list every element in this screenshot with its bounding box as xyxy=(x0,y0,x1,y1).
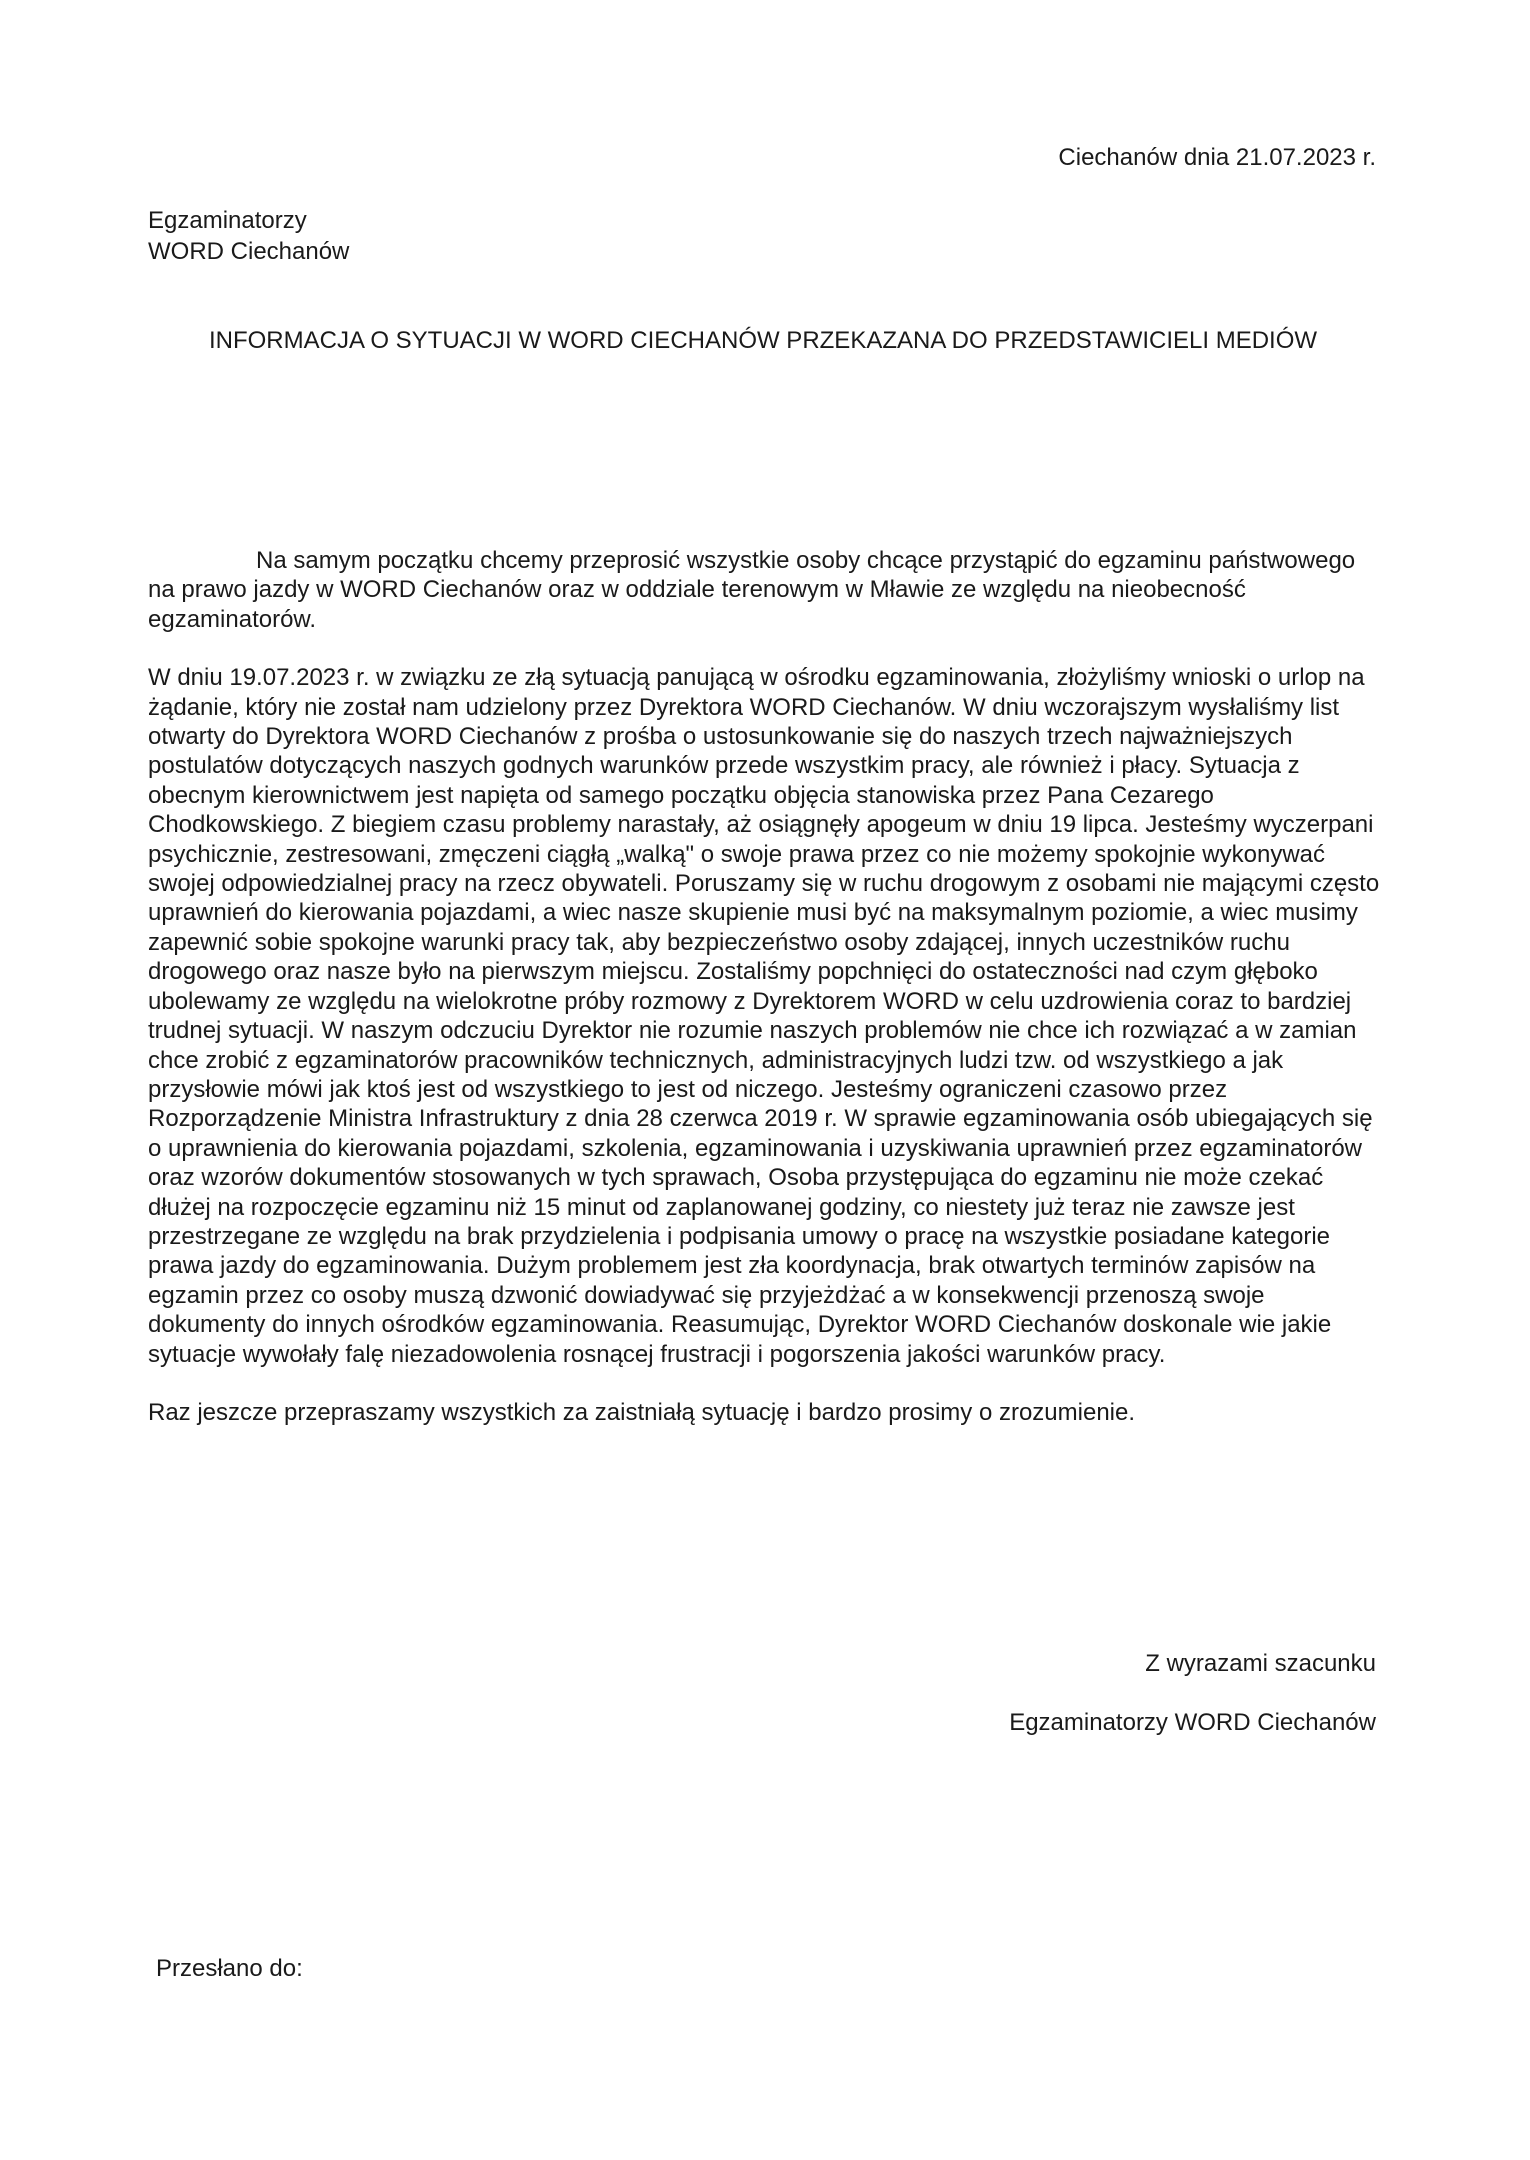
sent-to-label: Przesłano do: xyxy=(156,1955,303,1982)
sender-block xyxy=(148,205,349,267)
signature: Egzaminatorzy WORD Ciechanów xyxy=(1009,1709,1376,1736)
sender-line-2: WORD Ciechanów xyxy=(148,238,350,265)
sender-line-1: Egzaminatorzy xyxy=(148,207,307,234)
letter-body xyxy=(148,546,1380,1456)
place-date: Ciechanów dnia 21.07.2023 r. xyxy=(1058,144,1376,171)
closing-salutation: Z wyrazami szacunku xyxy=(1145,1650,1376,1677)
body-paragraph-1: Na samym początku chcemy przeprosić wszystkie osoby chcące przystąpić do egzaminu państwowego na prawo jazdy w WORD Ciechanów oraz w oddziale terenowym w Mławie ze względu na nieobecność egzaminatorów. xyxy=(148,547,1356,633)
document-title: INFORMACJA O SYTUACJI W WORD CIECHANÓW PRZEKAZANA DO PRZEDSTAWICIELI MEDIÓW xyxy=(208,327,1318,354)
body-paragraph-3: Raz jeszcze przepraszamy wszystkich za zaistniałą sytuację i bardzo prosimy o zrozumienie. xyxy=(148,1398,1136,1426)
body-paragraph-2: W dniu 19.07.2023 r. w związku ze złą sytuacją panującą w ośrodku egzaminowania, złożyliśmy wnioski o urlop na żądanie, który nie został nam udzielony przez Dyrektora WORD Ciechanów. W dniu wczorajszym wysłaliśmy list otwarty do Dyrektora WORD Ciechanów z prośba o ustosunkowanie się do naszych trzech najważniejszych postulatów dotyczących naszych godnych warunków przede wszystkim pracy, ale również i płacy. Sytuacja z obecnym kierownictwem jest napięta od samego początku objęcia stanowiska przez Pana Cezarego Chodkowskiego. Z biegiem czasu problemy narastały, aż osiągnęły apogeum w dniu 19 lipca. Jesteśmy wyczerpani psychicznie, zestresowani, zmęczeni ciągłą „walką" o swoje prawa przez co nie możemy spokojnie wykonywać swojej odpowiedzialnej pracy na rzecz obywateli. Poruszamy się w ruchu drogowym z osobami nie mającymi często uprawnień do kierowania pojazdami, a wiec nasze skupienie musi być na maksymalnym poziomie, a wiec musimy zapewnić sobie spokojne warunki pracy tak, aby bezpieczeństwo osoby zdającej, innych uczestników ruchu drogowego oraz nasze było na pierwszym miejscu. Zostaliśmy popchnięci do ostateczności nad czym głęboko ubolewamy ze względu na wielokrotne próby rozmowy z Dyrektorem WORD w celu uzdrowienia coraz to bardziej trudnej sytuacji. W naszym odczuciu Dyrektor nie rozumie naszych problemów nie chce ich rozwiązać a w zamian chce zrobić z egzaminatorów pracowników technicznych, administracyjnych ludzi tzw. od wszystkiego a jak przysłowie mówi jak ktoś jest od wszystkiego to jest od niczego. Jesteśmy ograniczeni czasowo przez Rozporządzenie Ministra Infrastruktury z dnia 28 czerwca 2019 r. W sprawie egzaminowania osób ubiegających się o uprawnienia do kierowania pojazdami, szkolenia, egzaminowania i uzyskiwania uprawnień przez egzaminatorów oraz wzorów dokumentów stosowanych w tych sprawach, Osoba przystępująca do egzaminu nie może czekać dłużej na rozpoczęcie egzaminu niż 15 minut od zaplanowanej godziny, co niestety już teraz nie zawsze jest przestrzegane ze względu na brak przydzielenia i podpisania umowy o pracę na wszystkie posiadane kategorie prawa jazdy do egzaminowania. Dużym problemem jest zła koordynacja, brak otwartych terminów zapisów na egzamin przez co osoby muszą dzwonić dowiadywać się przyjeżdżać a w konsekwencji przenoszą swoje dokumenty do innych ośrodków egzaminowania. Reasumując, Dyrektor WORD Ciechanów doskonale wie jakie sytuacje wywołały falę niezadowolenia rosnącej frustracji i pogorszenia jakości warunków pracy. xyxy=(148,664,1380,1368)
